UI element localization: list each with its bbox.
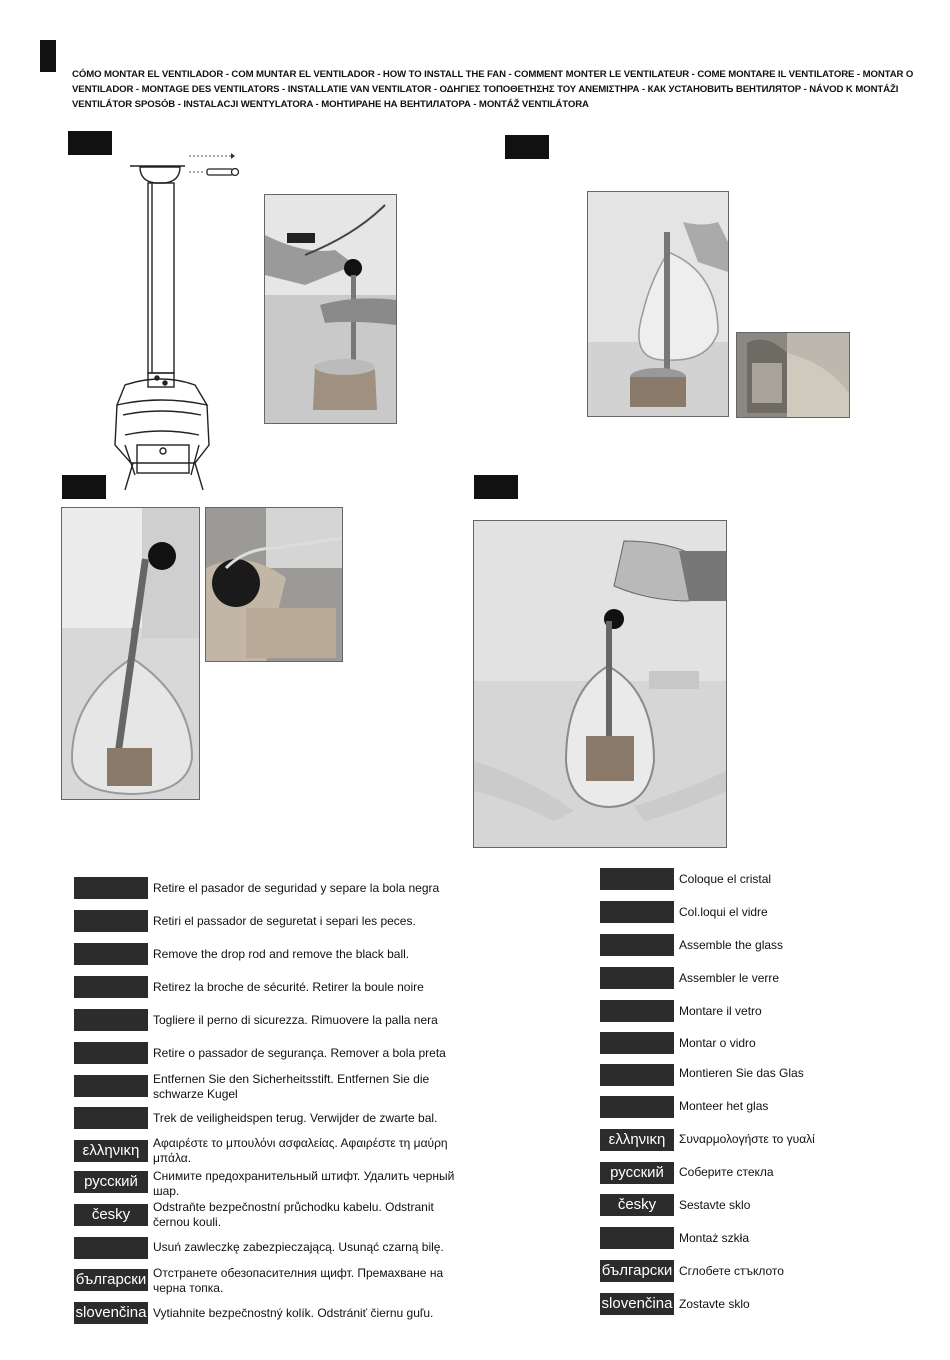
- badge: [74, 1107, 148, 1129]
- step-2-marker: [505, 135, 549, 159]
- instruction-text: Remove the drop rod and remove the black ball.: [153, 947, 410, 961]
- badge: [74, 1237, 148, 1259]
- badge: [74, 1075, 148, 1097]
- badge: [600, 901, 674, 923]
- page-tab-marker: [40, 40, 56, 72]
- badge: [600, 1032, 674, 1054]
- badge: [600, 868, 674, 890]
- photo-remove-pin: [264, 194, 397, 424]
- badge: [600, 967, 674, 989]
- badge: česky: [600, 1194, 674, 1216]
- instruction-text: Coloque el cristal: [679, 872, 772, 886]
- instruction-text: Assembler le verre: [679, 971, 780, 985]
- instruction-text: Retire o passador de segurança. Remover a bola preta: [153, 1046, 446, 1060]
- badge: ελληνικη: [600, 1129, 674, 1151]
- badge: [600, 934, 674, 956]
- photo-ball-detail: [205, 507, 343, 662]
- instruction-text: Retire el pasador de seguridad y separe la bola negra: [153, 881, 440, 895]
- instruction-text: Vytiahnite bezpečnostný kolík. Odstrániť čiernu guľu.: [153, 1306, 434, 1320]
- badge: [600, 1064, 674, 1086]
- badge: русский: [600, 1162, 674, 1184]
- photo-glass-mount: [587, 191, 729, 417]
- instruction-text: Retirez la broche de sécurité. Retirer la boule noire: [153, 980, 424, 994]
- badge: ελληνικη: [74, 1140, 148, 1162]
- badge: [600, 1227, 674, 1249]
- instruction-text: Montar o vidro: [679, 1036, 756, 1050]
- badge: [74, 1042, 148, 1064]
- badge: русский: [74, 1171, 148, 1193]
- badge: [74, 976, 148, 998]
- badge: [600, 1000, 674, 1022]
- photo-glass-detail: [736, 332, 850, 418]
- instruction-text: Sestavte sklo: [679, 1198, 751, 1212]
- badge: česky: [74, 1204, 148, 1226]
- badge: [74, 1009, 148, 1031]
- badge: [74, 943, 148, 965]
- instruction-text: Assemble the glass: [679, 938, 784, 952]
- fan-rod-drawing: [95, 145, 265, 490]
- instruction-text: Сглобете стъклото: [679, 1264, 784, 1278]
- instruction-text: Trek de veiligheidspen terug. Verwijder de zwarte bal.: [153, 1111, 438, 1125]
- instruction-text: Odstraňte bezpečnostní průchodku kabelu. Odstranit černou kouli.: [153, 1200, 434, 1229]
- badge: български: [600, 1260, 674, 1282]
- badge: slovenčina: [74, 1302, 148, 1324]
- instruction-text: Συναρμολογήστε το γυαλί: [679, 1132, 815, 1146]
- instruction-text: Entfernen Sie den Sicherheitsstift. Entfernen Sie die schwarze Kugel: [153, 1072, 430, 1101]
- instruction-text: Снимите предохранительный штифт. Удалить черный шар.: [153, 1169, 455, 1198]
- page-title: CÓMO MONTAR EL VENTILADOR - COM MUNTAR EL VENTILADOR - HOW TO INSTALL THE FAN - COMMENT MONTER LE VENTILATEUR - COME MONTARE IL VENTILATORE - MONTAR O VENTILADOR - MONTAGE DES VENTILATORS - INSTALLATIE VAN VENTILATOR - ΟΔΗΓΙΕΣ ΤΟΠΟΘΕΤΗΣΗΣ ΤΟΥ ΑΝΕΜΙΣΤΗΡΑ - КАК УСТАНОВИТЬ ВЕНТИЛЯТОР - NÁVOD K MONTÁŽI VENTILÁTOR SPOSÓB - INSTALACJI WENTYLATORA - МОНТИРАНЕ НА ВЕНТИЛАТОРА - MONTÁŽ VENTILÁTORA: [72, 69, 914, 110]
- instruction-text: Отстранете обезопасителния щифт. Премахване на черна топка.: [153, 1266, 444, 1295]
- badge: [74, 910, 148, 932]
- instruction-text: Togliere il perno di sicurezza. Rimuovere la palla nera: [153, 1013, 438, 1027]
- step-4-marker: [474, 475, 518, 499]
- photo-motor-assembly: [473, 520, 727, 848]
- instruction-text: Col.loqui el vidre: [679, 905, 768, 919]
- badge: [600, 1096, 674, 1118]
- instruction-text: Monteer het glas: [679, 1099, 769, 1113]
- instruction-text: Montare il vetro: [679, 1004, 762, 1018]
- instruction-text: Zostavte sklo: [679, 1297, 750, 1311]
- photo-rod-in-glass: [61, 507, 200, 800]
- instruction-text: Retiri el passador de seguretat i separi les peces.: [153, 914, 416, 928]
- badge: български: [74, 1269, 148, 1291]
- badge: slovenčina: [600, 1293, 674, 1315]
- instruction-text: Montaż szkła: [679, 1231, 750, 1245]
- instruction-text: Соберите стекла: [679, 1165, 774, 1179]
- instruction-text: Αφαιρέστε το μπουλόνι ασφαλείας. Αφαιρέστε τη μαύρη μπάλα.: [153, 1136, 448, 1165]
- badge: [74, 877, 148, 899]
- instruction-text: Montieren Sie das Glas: [679, 1066, 804, 1080]
- instruction-text: Usuń zawleczkę zabezpieczającą. Usunąć czarną bilę.: [153, 1240, 444, 1254]
